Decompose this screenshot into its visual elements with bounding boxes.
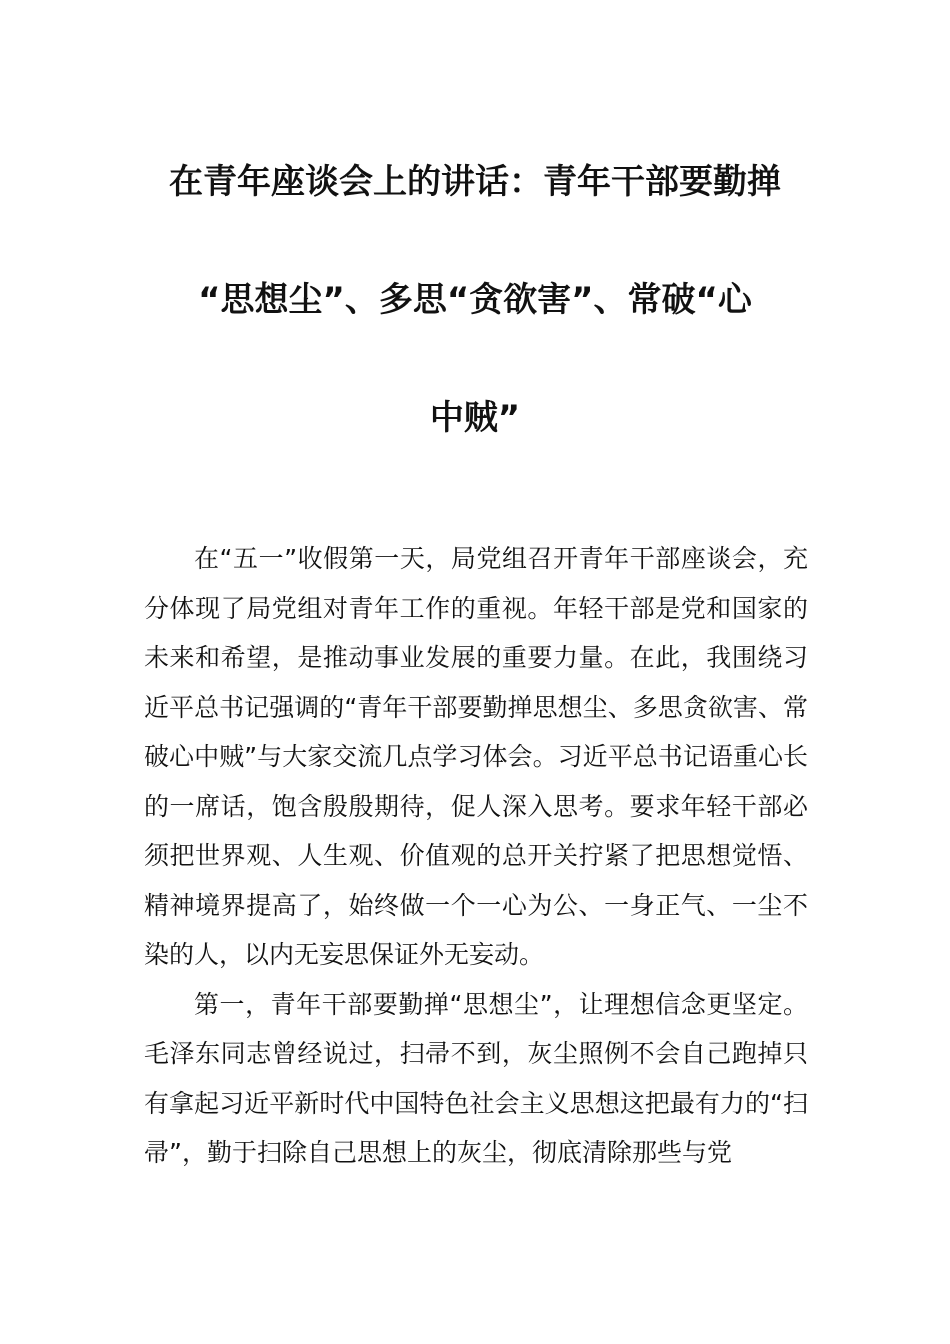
paragraph-intro: 在“五一”收假第一天，局党组召开青年干部座谈会，充分体现了局党组对青年工作的重视。年轻干部是党和国家的未来和希望，是推动事业发展的重要力量。在此，我围绕习近平总书记强调的“青年干部要勤掸思想尘、多思贪欲害、常破心中贼”与大家交流几点学习体会。习近平总书记语重心长的一席话，饱含殷殷期待，促人深入思考。要求年轻干部必须把世界观、人生观、价值观的总开关拧紧了把思想觉悟、精神境界提高了，始终做一个一心为公、一身正气、一尘不染的人，以内无妄思保证外无妄动。 (144, 544, 808, 969)
paragraph-first-point: 第一，青年干部要勤掸“思想尘”，让理想信念更坚定。毛泽东同志曾经说过，扫帚不到，灰尘照例不会自己跑掉只有拿起习近平新时代中国特色社会主义思想这把最有力的“扫帚”，勤于扫除自己思想上的灰尘，彻底清除那些与党 (144, 989, 808, 1167)
document-body (144, 534, 808, 1178)
document-title (140, 152, 810, 506)
title-line-3: 中贼” (429, 398, 521, 438)
title-line-2: “思想尘”、多思“贪欲害”、常破“心 (198, 280, 752, 320)
title-line-1: 在青年座谈会上的讲话：青年干部要勤掸 (169, 162, 781, 202)
